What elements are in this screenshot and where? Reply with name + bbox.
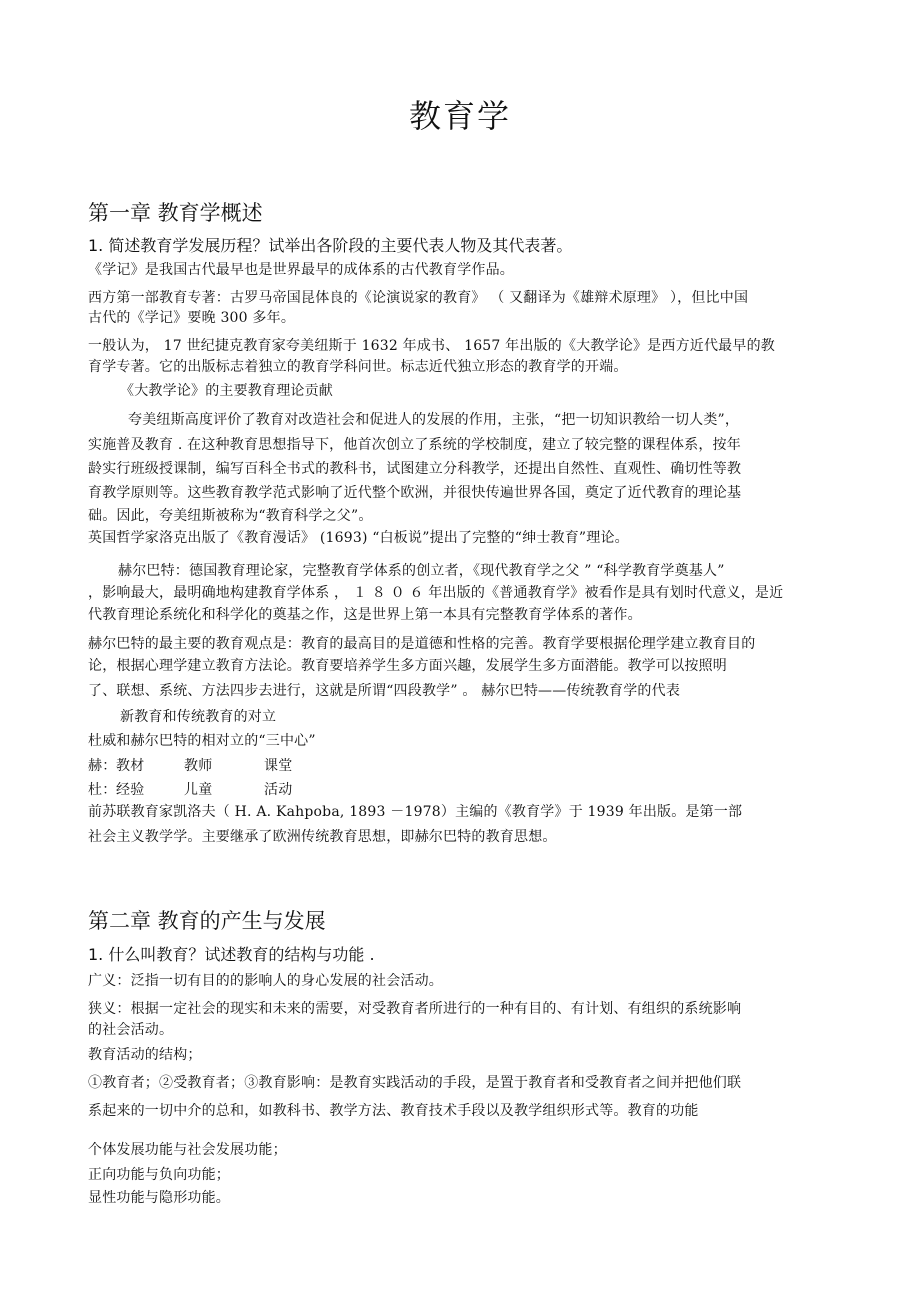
three-centers-dewey-row: [88, 780, 292, 800]
chapter1-heading: 第一章 教育学概述: [88, 201, 263, 225]
row-label: 赫：: [88, 758, 117, 774]
paragraph-line: 《大教学论》的主要教育理论贡献: [120, 383, 333, 399]
chapter2-heading: 第二章 教育的产生与发展: [88, 909, 326, 933]
row-label: 杜：: [88, 782, 117, 798]
paragraph-line: 教育活动的结构；: [88, 1047, 202, 1063]
paragraph-line: ①教育者；②受教育者；③教育影响：是教育实践活动的手段，是置于教育者和受教育者之间并把他们联: [88, 1075, 742, 1091]
row-cell: 经验: [116, 782, 145, 798]
paragraph-line: 实施普及教育 . 在这种教育思想指导下，他首次创立了系统的学校制度，建立了较完整的课程体系，按年: [88, 437, 741, 453]
paragraph-line: 狭义：根据一定社会的现实和未来的需要，对受教育者所进行的一种有目的、有计划、有组织的系统影响: [88, 1001, 742, 1017]
paragraph-line: 古代的《学记》要晚 300 多年。: [88, 310, 296, 326]
paragraph-line: 夸美纽斯高度评价了教育对改造社会和促进人的发展的作用，主张，“把一切知识教给一切人类”，: [128, 412, 740, 428]
row-cell: 儿童: [184, 782, 213, 798]
paragraph-line: 了、联想、系统、方法四步去进行，这就是所谓“四段教学” 。 赫尔巴特——传统教育学的代表: [88, 683, 681, 699]
chapter1-question1: 1. 简述教育学发展历程？试举出各阶段的主要代表人物及其代表著。: [88, 236, 573, 255]
row-cell: 教材: [116, 758, 145, 774]
paragraph-line: 龄实行班级授课制，编写百科全书式的教科书，试图建立分科教学，还提出自然性、直观性、确切性等教: [88, 461, 742, 477]
row-cell: 课堂: [264, 758, 293, 774]
paragraph-line: 前苏联教育家凯洛夫（ H. A. Kahpoba, 1893 －1978）主编的《教育学》于 1939 年出版。是第一部: [88, 804, 743, 820]
paragraph-line: 一般认为， 17 世纪捷克教育家夸美纽斯于 1632 年成书、 1657 年出版的《大教学论》是西方近代最早的教: [88, 338, 775, 354]
paragraph-line: 新教育和传统教育的对立: [120, 709, 277, 725]
paragraph-line: 正向功能与负向功能；: [88, 1167, 230, 1183]
paragraph-line: 《学记》是我国古代最早也是世界最早的成体系的古代教育学作品。: [88, 262, 514, 278]
row-cell: 教师: [184, 758, 213, 774]
paragraph-line: 赫尔巴特的最主要的教育观点是：教育的最高目的是道德和性格的完善。教育学要根据伦理学建立教育目的: [88, 636, 756, 652]
chapter2-question1: 1. 什么叫教育？试述教育的结构与功能 .: [88, 945, 375, 964]
paragraph-line: 赫尔巴特：德国教育理论家，完整教育学体系的创立者，《现代教育学之父 ” “科学教育学奠基人”: [118, 563, 725, 579]
paragraph-line: 显性功能与隐形功能。: [88, 1190, 230, 1206]
paragraph-line: 个体发展功能与社会发展功能；: [88, 1142, 287, 1158]
paragraph-line: 西方第一部教育专著：古罗马帝国昆体良的《论演说家的教育》 （ 又翻译为《雄辩术原理》 ），但比中国: [88, 290, 749, 306]
paragraph-line: 的社会活动。: [88, 1022, 174, 1038]
paragraph-line: ，影响最大，最明确地构建教育学体系 ， １ ８ ０ ６ 年出版的《普通教育学》被看作是具有划时代意义，是近: [88, 585, 784, 601]
paragraph-line: 育学专著。它的出版标志着独立的教育学科问世。标志近代独立形态的教育学的开端。: [88, 359, 628, 375]
paragraph-line: 础。因此，夸美纽斯被称为“教育科学之父”。: [88, 508, 373, 524]
three-centers-herbart-row: [88, 756, 292, 776]
paragraph-line: 社会主义教学学。主要继承了欧洲传统教育思想，即赫尔巴特的教育思想。: [88, 829, 557, 845]
paragraph-line: 广义：泛指一切有目的的影响人的身心发展的社会活动。: [88, 973, 443, 989]
paragraph-line: 代教育理论系统化和科学化的奠基之作，这是世界上第一本具有完整教育学体系的著作。: [88, 607, 642, 623]
paragraph-line: 育教学原则等。这些教育教学范式影响了近代整个欧洲，并很快传遍世界各国，奠定了近代教育的理论基: [88, 485, 742, 501]
row-cell: 活动: [264, 782, 293, 798]
paragraph-line: 英国哲学家洛克出版了《教育漫话》 (1693) “白板说”提出了完整的“绅士教育”理论。: [88, 530, 629, 546]
paragraph-line: 论，根据心理学建立教育方法论。教育要培养学生多方面兴趣，发展学生多方面潜能。教学可以按照明: [88, 658, 727, 674]
paragraph-line: 杜威和赫尔巴特的相对立的“三中心”: [88, 733, 316, 749]
page-title: 教育学: [408, 97, 511, 135]
paragraph-line: 系起来的一切中介的总和，如教科书、教学方法、教育技术手段以及教学组织形式等。教育的功能: [88, 1103, 699, 1119]
